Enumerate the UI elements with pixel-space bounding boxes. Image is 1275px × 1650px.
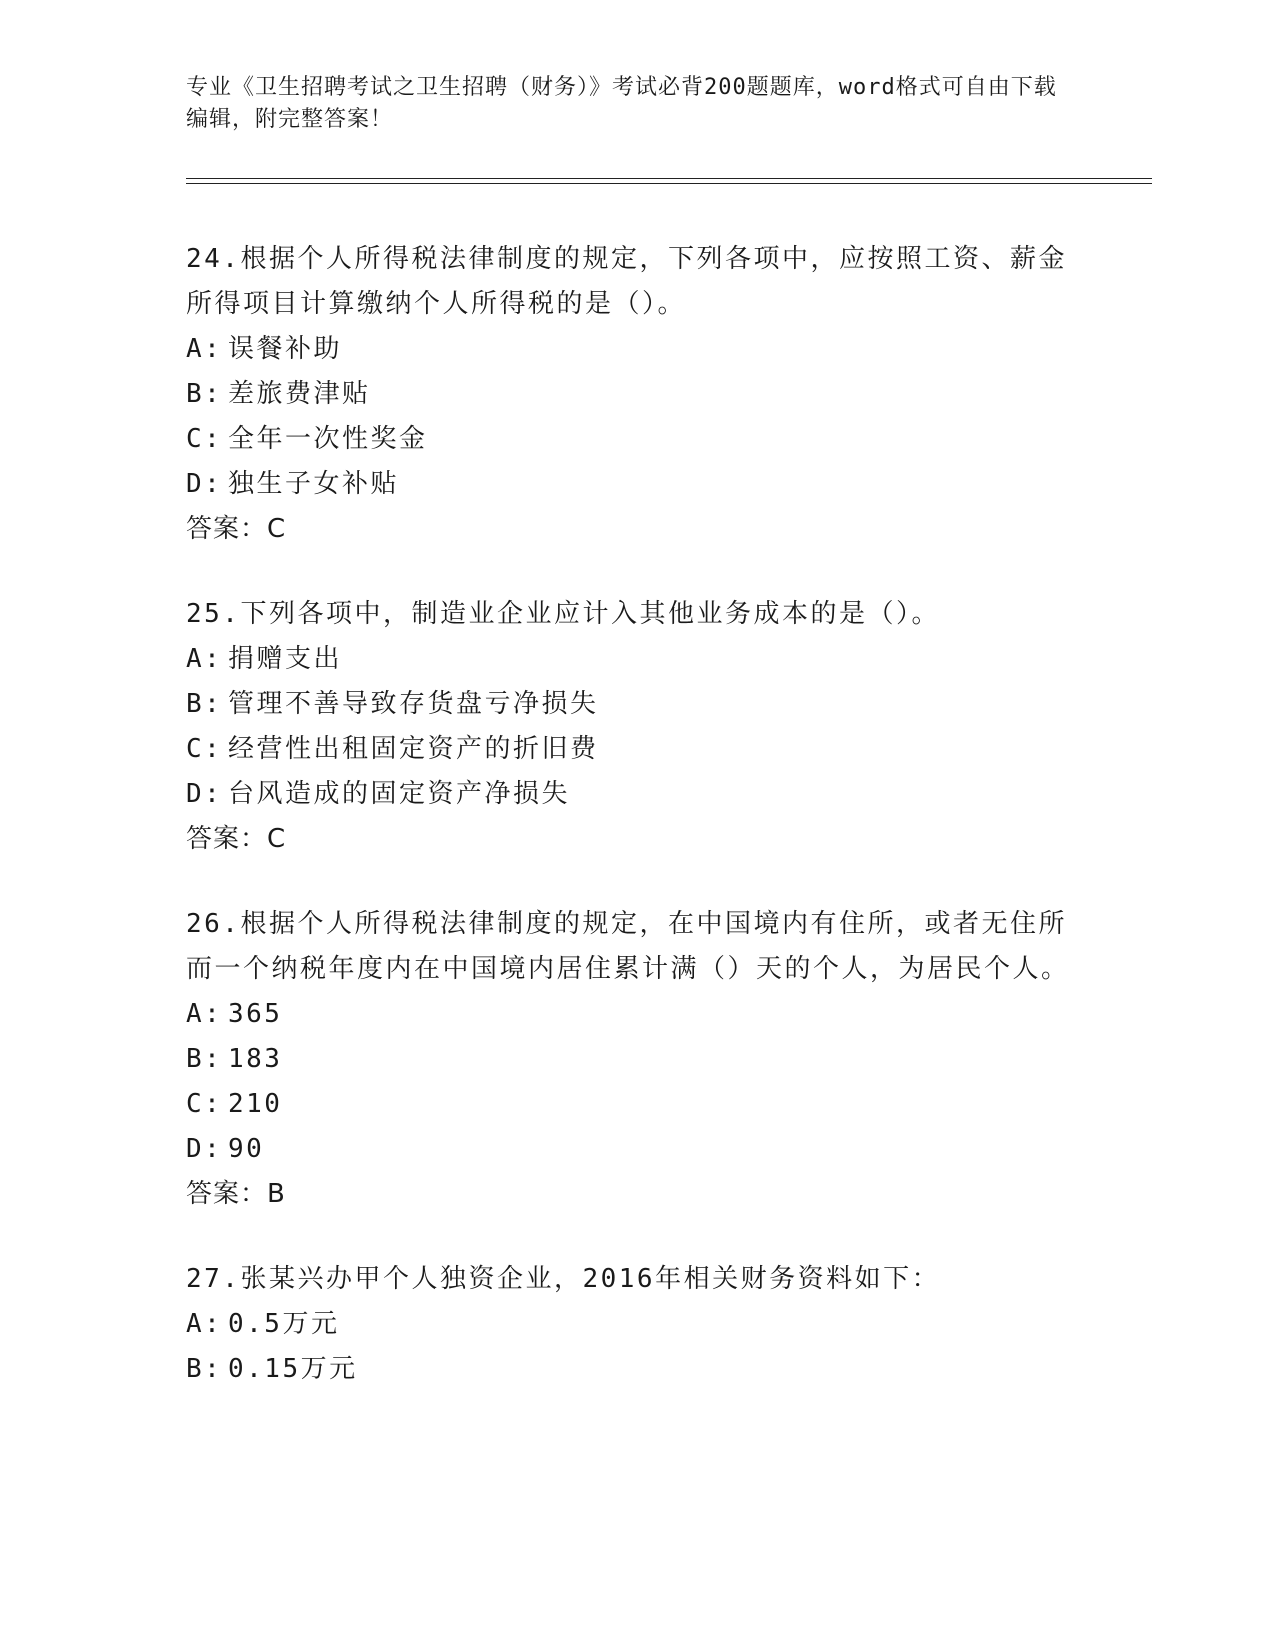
option-text: 误餐补助: [228, 334, 343, 364]
option-a: [186, 327, 1086, 372]
option-key: D:: [186, 779, 223, 809]
option-key: A:: [186, 999, 223, 1029]
option-text: 0.5万元: [228, 1309, 340, 1339]
option-key: A:: [186, 334, 223, 364]
header-divider-bottom: [186, 183, 1152, 184]
option-key: D:: [186, 469, 223, 499]
option-b: [186, 1037, 1086, 1082]
option-c: [186, 727, 1086, 772]
answer-label: 答案：C: [186, 514, 287, 544]
option-key: D:: [186, 1134, 223, 1164]
option-c: [186, 1082, 1086, 1127]
option-text: 全年一次性奖金: [228, 424, 428, 454]
option-text: 210: [228, 1089, 283, 1119]
option-a: [186, 637, 1086, 682]
option-text: 经营性出租固定资产的折旧费: [228, 734, 599, 764]
option-key: A:: [186, 1309, 223, 1339]
option-key: C:: [186, 424, 223, 454]
header-divider-top: [186, 178, 1152, 179]
question-24: [186, 237, 1086, 552]
option-d: [186, 772, 1086, 817]
question-stem: 24.根据个人所得税法律制度的规定，下列各项中，应按照工资、薪金所得项目计算缴纳个人所得税的是（）。: [186, 244, 1067, 319]
option-b: [186, 372, 1086, 417]
option-key: C:: [186, 1089, 223, 1119]
option-text: 台风造成的固定资产净损失: [228, 779, 571, 809]
option-text: 183: [228, 1044, 283, 1074]
option-key: B:: [186, 1354, 223, 1384]
question-26: [186, 902, 1086, 1217]
question-stem: 26.根据个人所得税法律制度的规定，在中国境内有住所，或者无住所而一个纳税年度内在中国境内居住累计满（）天的个人，为居民个人。: [186, 909, 1070, 984]
option-key: B:: [186, 689, 223, 719]
question-25: [186, 592, 1086, 862]
question-stem: 27.张某兴办甲个人独资企业，2016年相关财务资料如下：: [186, 1264, 941, 1294]
option-b: [186, 682, 1086, 727]
option-text: 365: [228, 999, 283, 1029]
option-text: 90: [228, 1134, 265, 1164]
option-text: 捐赠支出: [228, 644, 343, 674]
option-d: [186, 462, 1086, 507]
option-text: 差旅费津贴: [228, 379, 371, 409]
question-27: [186, 1257, 1086, 1392]
option-key: B:: [186, 1044, 223, 1074]
option-text: 0.15万元: [228, 1354, 358, 1384]
question-list: [186, 237, 1086, 1432]
option-a: [186, 1302, 1086, 1347]
option-key: C:: [186, 734, 223, 764]
option-c: [186, 417, 1086, 462]
option-key: A:: [186, 644, 223, 674]
option-text: 管理不善导致存货盘亏净损失: [228, 689, 599, 719]
option-key: B:: [186, 379, 223, 409]
option-d: [186, 1127, 1086, 1172]
option-a: [186, 992, 1086, 1037]
document-header: 专业《卫生招聘考试之卫生招聘（财务）》考试必背200题题库，word格式可自由下载编辑，附完整答案！: [186, 75, 1057, 132]
option-b: [186, 1347, 1086, 1392]
option-text: 独生子女补贴: [228, 469, 400, 499]
question-stem: 25.下列各项中，制造业企业应计入其他业务成本的是（）。: [186, 599, 940, 629]
answer-label: 答案：B: [186, 1179, 286, 1209]
answer-label: 答案：C: [186, 824, 287, 854]
